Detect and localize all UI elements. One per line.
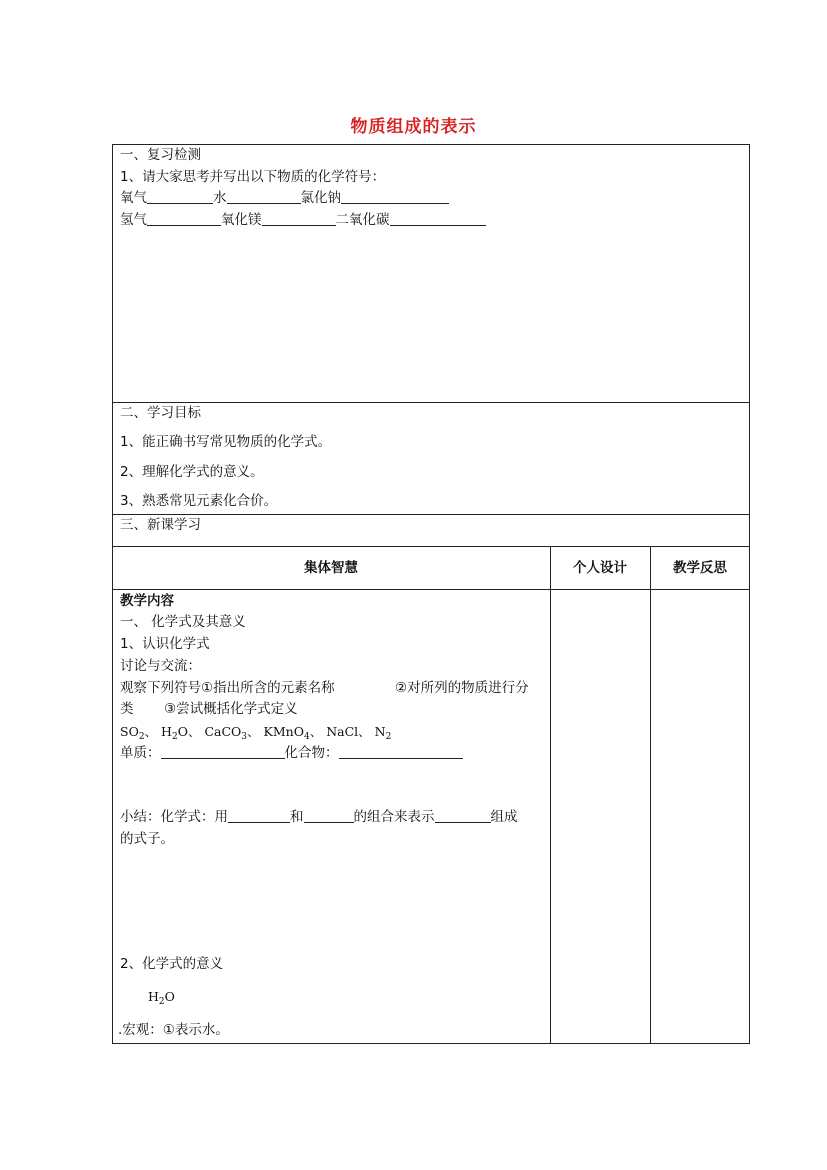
worksheet-table [112,144,750,1044]
answer-blank[interactable] [339,744,463,759]
formula: $SO_2$ [120,724,145,742]
summary-line: 小结：化学式：用 和 的组合来表示 组成 [120,809,518,825]
column-divider [550,546,551,1044]
answer-blank[interactable] [147,211,221,226]
blank-label: 单质： [120,745,161,761]
column-header: 集体智慧 [304,560,358,576]
answer-blank[interactable] [390,211,486,226]
separator: 、 [187,724,201,739]
blank-label: 二氧化碳 [335,212,390,228]
blank-label: 氯化钠 [300,190,341,206]
content-line: 类 [120,701,134,717]
blank-label: 化合物： [284,745,339,761]
content-line: 观察下列符号①指出所含的元素名称 [120,680,335,696]
formula-list [120,723,391,746]
answer-blank[interactable] [147,189,213,204]
answer-blank[interactable] [161,744,285,759]
content-line: ③尝试概括化学式定义 [164,701,298,717]
divider [112,402,750,403]
formula: $H_2O$ [148,989,175,1007]
answer-blank[interactable] [227,189,301,204]
summary-line: 的式子。 [120,831,174,847]
section-heading: 一、复习检测 [120,147,201,163]
answer-blank[interactable] [435,808,491,823]
column-header: 个人设计 [573,560,627,576]
formula: KMnO$_4$ [263,724,310,742]
blank-label: 氧气 [120,190,147,206]
divider [112,546,750,547]
page-title: 物质组成的表示 [350,117,477,137]
content-label: 教学内容 [120,593,174,609]
content-line: ②对所列的物质进行分 [395,680,529,696]
fill-row [120,189,449,207]
section-heading: 二、学习目标 [120,405,201,421]
column-header: 教学反思 [673,560,727,576]
column-divider [650,546,651,1044]
separator: 、 [358,724,371,739]
separator: 、 [247,724,260,739]
answer-blank[interactable] [262,211,336,226]
goal-item: 3、熟悉常见元素化合价。 [120,493,278,509]
content-line: 讨论与交流： [120,658,201,674]
divider [112,589,750,590]
answer-blank[interactable] [304,808,354,823]
fill-row [120,211,486,229]
fill-row [120,744,463,762]
blank-label: 氧化镁 [221,212,262,228]
blank-label: 水 [213,190,227,206]
content-line: .宏观：①表示水。 [118,1022,229,1038]
divider [112,514,750,515]
content-line: 一、 化学式及其意义 [120,614,246,630]
goal-item: 2、理解化学式的意义。 [120,464,264,480]
separator: 、 [144,724,158,739]
goal-item: 1、能正确书写常见物质的化学式。 [120,434,332,450]
content-line: 1、认识化学式 [120,636,210,652]
question-text: 1、请大家思考并写出以下物质的化学符号： [120,169,386,185]
answer-blank[interactable] [228,808,290,823]
formula: NaCl [326,724,359,739]
content-line: 2、化学式的意义 [120,956,224,972]
section-heading: 三、新课学习 [120,517,201,533]
answer-blank[interactable] [341,189,449,204]
formula: $H_2O$ [161,724,188,742]
separator: 、 [309,724,323,739]
formula: CaCO$_3$ [204,724,248,742]
blank-label: 氢气 [120,212,147,228]
formula: $N_2$ [374,724,392,742]
